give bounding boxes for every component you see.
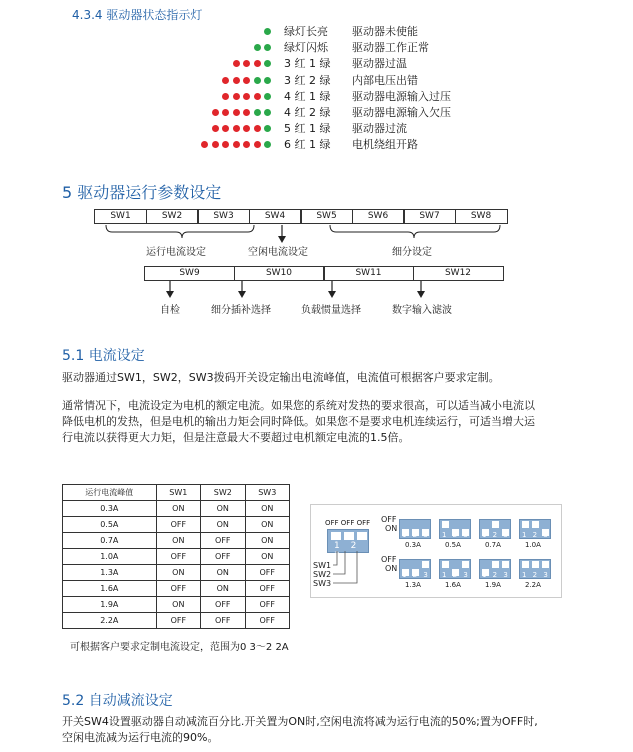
switch-sw10: SW10 [234,266,325,281]
led-meaning: 驱动器过温 [352,57,407,71]
table-cell: ON [201,517,245,533]
dip-nums: 1 2 3 [442,531,470,539]
table-row [63,501,290,517]
dip-knob [542,561,549,568]
dip-nums: 1 2 3 [402,571,430,579]
dip-current-label: 1.9A [485,581,501,589]
table-cell: OFF [156,517,200,533]
label-inertia: 负载惯量选择 [301,305,361,316]
dip-leader-lines [311,505,371,595]
table-cell: 0.7A [63,533,157,549]
dip-nums: 1 2 3 [482,531,510,539]
table-row [63,533,290,549]
led-meaning: 内部电压出错 [352,73,418,87]
switch-sw1: SW1 [94,209,147,224]
dip-current-label: 1.0A [525,541,541,549]
label-self-test: 自检 [160,305,180,316]
dip-knob [532,561,539,568]
para-2-line-2: 降低电机的发热，但是电机的输出力矩会同时降低。如果您不是要求电机连续运行，可适当增大运 [62,415,535,428]
current-table-header: 运行电流峰值 [63,485,157,501]
led-meaning: 驱动器未使能 [352,25,418,38]
current-table-header: SW2 [201,485,245,501]
dip-knob [462,561,469,568]
dip-current-label: 1.6A [445,581,461,589]
para-2-line-3: 行电流以获得更大力矩，但是注意最大不要超过电机额定电流的1.5倍。 [62,431,410,444]
table-cell: OFF [245,597,290,613]
section-5-2-line-2: 空闲电流减为运行电流的90%。 [62,731,219,744]
dip-nums: 1 2 3 [522,571,550,579]
led-meaning: 驱动器电源输入欠压 [352,106,451,119]
table-cell: ON [201,565,245,581]
table-cell: 1.0A [63,549,157,565]
section-5-1-title: 5.1 电流设定 [62,348,145,364]
group-label-microstep: 细分设定 [392,247,432,258]
dip-knob [522,521,529,528]
table-cell: 1.3A [63,565,157,581]
label-interp: 细分插补选择 [211,305,271,316]
dip-current-label: 2.2A [525,581,541,589]
dip-nums: 1 2 3 [334,541,361,561]
dip-sw-label: SW2 [313,570,332,579]
table-row [63,517,290,533]
dip-knob [492,521,499,528]
section-5-2-title: 5.2 自动减流设定 [62,693,173,709]
led-meaning: 电机绕组开路 [352,138,418,152]
table-cell: ON [245,501,290,517]
current-table-header: SW1 [156,485,200,501]
dip-off-label: OFF [381,515,397,524]
table-row [63,597,290,613]
table-cell: ON [201,581,245,597]
dip-knob [522,561,529,568]
table-cell: 1.9A [63,597,157,613]
dip-current-label: 1.3A [405,581,421,589]
table-cell: OFF [201,613,245,629]
table-cell: OFF [245,581,290,597]
current-range-note: 可根据客户要求定制电流设定，范围为0 3～2 2A [70,642,289,653]
table-cell: OFF [201,533,245,549]
label-filter: 数字输入滤波 [392,305,452,316]
section-5-1-para-2 [62,398,535,446]
section-5-1-para-1: 驱动器通过SW1，SW2，SW3拨码开关设定输出电流峰值，电流值可根据客户要求定制。 [62,371,500,384]
dip-nums: 1 2 3 [442,571,470,579]
table-cell: 1.6A [63,581,157,597]
dip-off-label: OFF [381,555,397,564]
switch-sw11: SW11 [323,266,414,281]
led-pattern-label: 3 红 1 绿 [284,57,331,71]
table-row [63,549,290,565]
table-cell: OFF [245,565,290,581]
dip-knob [442,561,449,568]
switch-sw7: SW7 [403,209,456,224]
switch-sw3: SW3 [197,209,250,224]
section-5-title: 5 驱动器运行参数设定 [62,183,222,202]
table-row [63,565,290,581]
table-cell: OFF [156,581,200,597]
led-pattern-label: 5 红 1 绿 [284,122,331,136]
table-row [63,581,290,597]
led-meaning: 驱动器过流 [352,122,407,136]
switch-sw6: SW6 [352,209,405,224]
section-5-2-line-1: 开关SW4设置驱动器自动减流百分比.开关置为ON时,空闲电流将减为运行电流的50%;置为OFF时, [62,715,538,728]
dip-knob [532,521,539,528]
dip-on-label: ON [385,524,398,533]
dip-nums: 1 2 3 [522,531,550,539]
switch-sw2: SW2 [146,209,199,224]
switch-sw8: SW8 [455,209,508,224]
dip-nums: 1 2 3 [482,571,510,579]
dip-sw-label: SW3 [313,579,332,588]
table-cell: ON [245,517,290,533]
table-cell: OFF [201,549,245,565]
table-row [63,613,290,629]
dip-knob [502,561,509,568]
dip-nums: 1 2 3 [402,531,430,539]
table-cell: ON [156,501,200,517]
led-pattern-label: 4 红 1 绿 [284,89,331,103]
table-cell: OFF [156,613,200,629]
dip-knob [492,561,499,568]
table-cell: ON [201,501,245,517]
table-cell: OFF [245,613,290,629]
table-cell: ON [156,533,200,549]
table-cell: OFF [201,597,245,613]
dip-knob [422,561,429,568]
table-cell: ON [156,597,200,613]
led-pattern-label: 3 红 2 绿 [284,73,331,87]
para-2-line-1: 通常情况下，电流设定为电机的额定电流。如果您的系统对发热的要求很高，可以适当减小电流以 [62,399,535,412]
section-5-2-para [62,714,538,746]
dip-current-label: 0.5A [445,541,461,549]
switch-sw4: SW4 [249,209,302,224]
led-pattern-label: 4 红 2 绿 [284,106,331,119]
table-cell: 0.5A [63,517,157,533]
group-label-run-current: 运行电流设定 [146,247,206,258]
dip-current-label: 0.7A [485,541,501,549]
current-setting-table [62,484,290,629]
dip-knob [442,521,449,528]
switch-sw5: SW5 [300,209,353,224]
switch-sw9: SW9 [144,266,235,281]
table-cell: 2.2A [63,613,157,629]
table-cell: OFF [156,549,200,565]
section-4-3-4-title: 4.3.4 驱动器状态指示灯 [72,8,203,22]
led-meaning: 驱动器工作正常 [352,41,429,55]
led-pattern-label: 6 红 1 绿 [284,138,331,152]
dip-left-off-label: OFF OFF OFF [325,519,371,527]
table-cell: ON [245,549,290,565]
dip-current-label: 0.3A [405,541,421,549]
table-cell: ON [156,565,200,581]
table-cell: 0.3A [63,501,157,517]
switch-sw12: SW12 [413,266,504,281]
table-cell: ON [245,533,290,549]
led-pattern-label: 绿灯长亮 [284,25,328,38]
group-label-idle-current: 空闲电流设定 [248,247,308,258]
dip-on-label: ON [385,564,398,573]
led-meaning: 驱动器电源输入过压 [352,89,451,103]
dip-sw-label: SW1 [313,561,332,570]
led-pattern-label: 绿灯闪烁 [284,41,328,55]
current-table-header: SW3 [245,485,290,501]
dip-switch-figure [310,504,562,598]
